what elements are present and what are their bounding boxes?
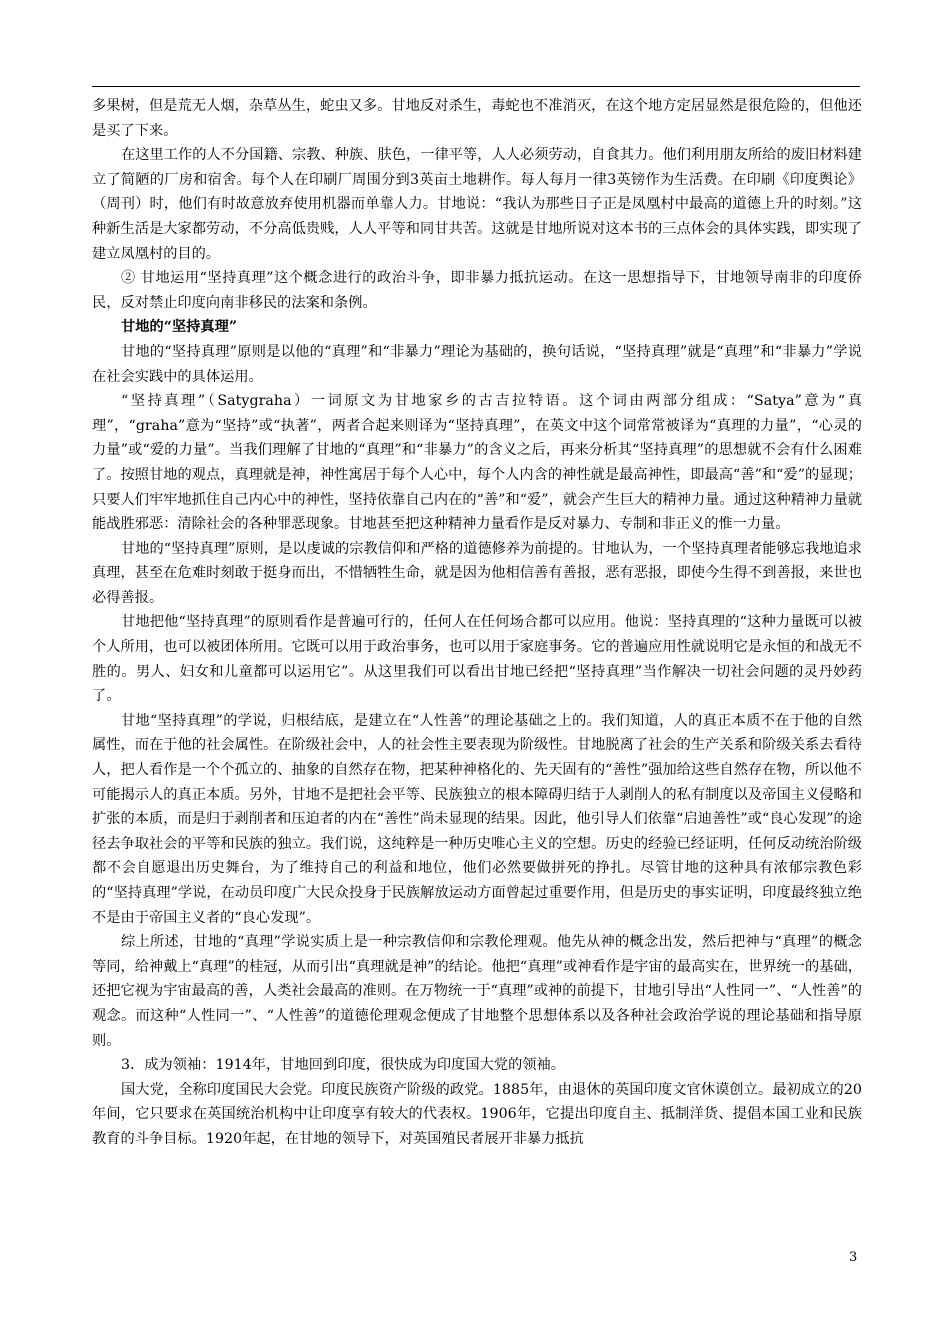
paragraph-principle-basis: 甘地的“坚持真理”原则是以他的“真理”和“非暴力”理论为基础的，换句话说，“坚持真理”就是“真理”和“非暴力”学说在社会实践中的具体运用。 — [92, 343, 862, 385]
paragraph-summary: 综上所述，甘地的“真理”学说实质上是一种宗教信仰和宗教伦理观。他先从神的概念出发，然后把神与“真理”的概念等同，给神戴上“真理”的桂冠，从而引出“真理就是神”的结论。他把“真理”或神看作是宇宙的最高实在，世界统一的基础，还把它视为宇宙最高的善，人类社会最高的准则。在万物统一于“真理”或神的前提下，甘地引导出“人性同一”、“人性善”的观念。而这种“人性同一”、“人性善”的道德伦理观念便成了甘地整个思想体系以及各种社会政治学说的理论基础和指导原则。 — [92, 934, 862, 1049]
paragraph-continuation: 多果树，但是荒无人烟，杂草丛生，蛇虫又多。甘地反对杀生，毒蛇也不准消灭，在这个地方定居显然是很危险的，但他还是买了下来。 — [92, 98, 862, 139]
paragraph-congress-party: 国大党，全称印度国民大会党。印度民族资产阶级的政党。1885年，由退休的英国印度文官休谟创立。最初成立的20年间，它只要求在英国统治机构中让印度享有较大的代表权。1906年，它提出印度自主、抵制洋货、提倡本国工业和民族教育的斗争目标。1920年起，在甘地的领导下，对英国殖民者展开非暴力抵抗 — [92, 1081, 862, 1147]
paragraph-satyagraha-meaning: “坚持真理”（Satygraha）一词原文为甘地家乡的古吉拉特语。这个词由两部分组成：“Satya”意为“真理”，“graha”意为“坚持”或“执著”，两者合起来则译为“坚持真理”，在英文中这个词常常被译为“真理的力量”，“心灵的力量”或“爱的力量”。当我们理解了甘地的“真理”和“非暴力”的含义之后，再来分析其“坚持真理”的思想就不会有什么困难了。按照甘地的观点，真理就是神，神性寓居于每个人心中，每个人内含的神性就是最高神性，即最高“善”和“爱”的显现；只要人们牢牢地抓住自己内心中的神性，坚持依靠自己内在的“善”和“爱”，就会产生巨大的精神力量。通过这种精神力量就能战胜邪恶：清除社会的各种罪恶现象。甘地甚至把这种精神力量看作是反对暴力、专制和非正义的惟一力量。 — [92, 393, 862, 533]
paragraph-universal-application: 甘地把他“坚持真理”的原则看作是普遍可行的，任何人在任何场合都可以应用。他说：坚持真理的“这种力量既可以被个人所用，也可以被团体所用。它既可以用于政治事务，也可以用于家庭事务。它的普遍应用性就说明它是永恒的和战无不胜的。男人、妇女和儿童都可以运用它”。从这里我们可以看出甘地已经把“坚持真理”当作解决一切社会问题的灵丹妙药了。 — [92, 614, 862, 705]
paragraph-religious-premise: 甘地的“坚持真理”原则，是以虔诚的宗教信仰和严格的道德修养为前提的。甘地认为，一个坚持真理者能够忘我地追求真理，甚至在危难时刻敢于挺身而出，不惜牺牲生命，就是因为他相信善有善报，恶有恶报，即使今生得不到善报，来世也必得善报。 — [92, 540, 862, 606]
header-rule — [92, 86, 860, 87]
paragraph-becoming-leader: 3．成为领袖：1914年，甘地回到印度，很快成为印度国大党的领袖。 — [121, 1057, 566, 1074]
paragraph-human-goodness: 甘地“坚持真理”的学说，归根结底，是建立在“人性善”的理论基础之上的。我们知道，人的真正本质不在于他的自然属性，而在于他的社会属性。在阶级社会中，人的社会性主要表现为阶级性。甘地脱离了社会的生产关系和阶级关系去看待人，把人看作是一个个孤立的、抽象的自然存在物，把某种神格化的、先天固有的“善性”强加给这些自然存在物，所以他不可能揭示人的真正本质。另外，甘地不是把社会平等、民族独立的根本障碍归结于人剥削人的私有制度以及帝国主义侵略和扩张的本质，而是归于剥削者和压迫者的内在“善性”尚未显现的结果。因此，他引导人们依靠“启迪善性”或“良心发现”的途径去争取社会的平等和民族的独立。我们说，这纯粹是一种历史唯心主义的空想。历史的经验已经证明，任何反动统治阶级都不会自愿退出历史舞台，为了维持自己的利益和地位，他们必然要做拼死的挣扎。尽管甘地的这种具有浓郁宗教色彩的“坚持真理”学说，在动员印度广大民众投身于民族解放运动方面曾起过重要作用，但是历史的事实证明，印度最终独立绝不是由于帝国主义者的“良心发现”。 — [92, 712, 862, 926]
page-number: 3 — [849, 1250, 858, 1265]
section-heading: 甘地的“坚持真理” — [121, 319, 238, 336]
document-body — [92, 94, 862, 1152]
paragraph-political-struggle: ② 甘地运用“坚持真理”这个概念进行的政治斗争，即非暴力抵抗运动。在这一思想指导下，甘地领导南非的印度侨民，反对禁止印度向南非移民的法案和条例。 — [92, 270, 862, 311]
paragraph-phoenix-settlement: 在这里工作的人不分国籍、宗教、种族、肤色，一律平等，人人必须劳动，自食其力。他们利用朋友所给的废旧材料建立了简陋的厂房和宿舍。每个人在印刷厂周围分到3英亩土地耕作。每人每月一律3英镑作为生活费。在印刷《印度舆论》（周刊）时，他们有时故意放弃使用机器而单靠人力。甘地说：“我认为那些日子正是凤凰村中最高的道德上升的时刻。”这种新生活是大家都劳动，不分高低贵贱，人人平等和同甘共苦。这就是甘地所说对这本书的三点体会的具体实践，即实现了建立凤凰村的目的。 — [92, 147, 862, 262]
